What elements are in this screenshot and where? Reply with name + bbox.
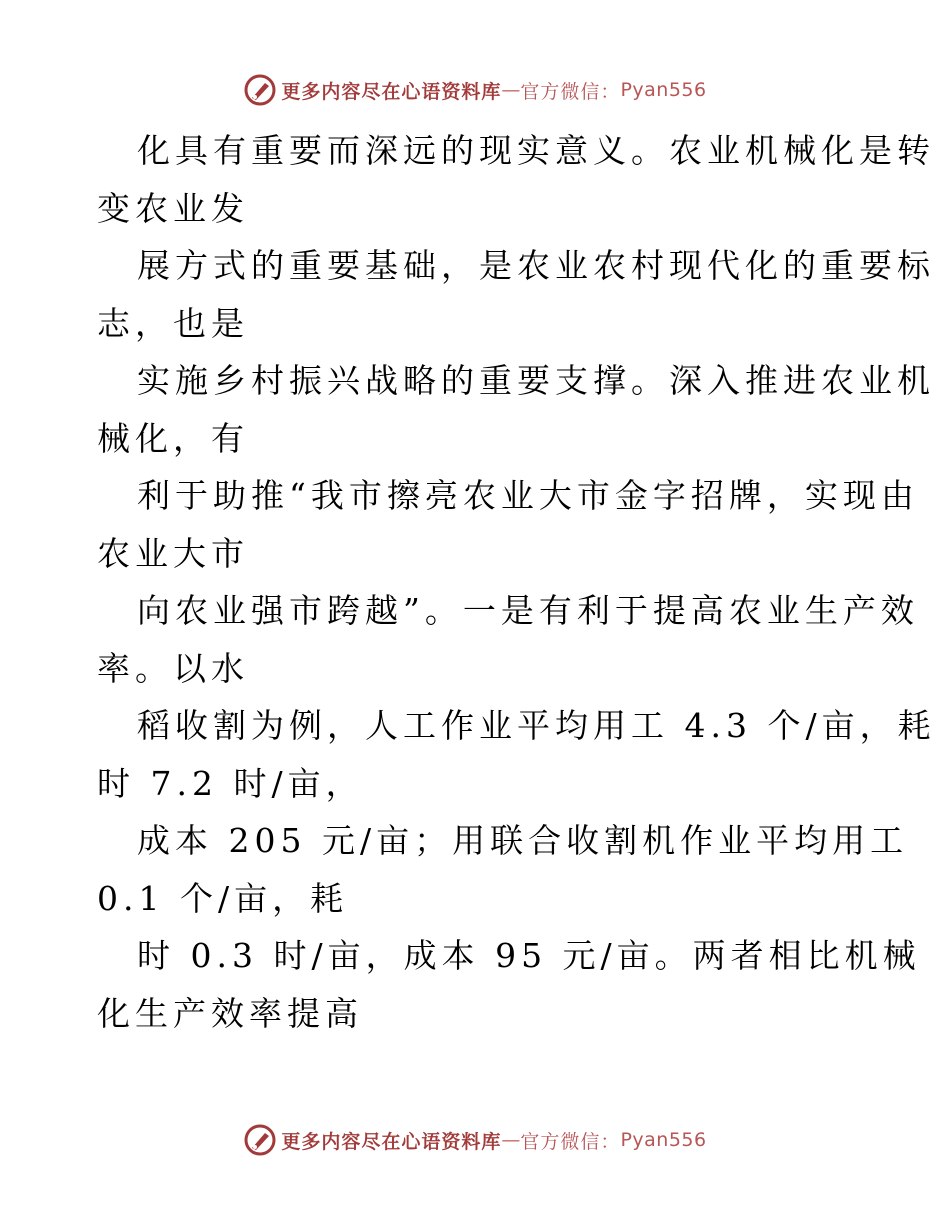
watermark-sub-text: 官方微信： (520, 1130, 621, 1153)
body-line: 化具有重要而深远的现实意义。农业机械化是转 (137, 131, 935, 170)
body-line: 时 7.2 时/亩， (97, 763, 364, 803)
body-line: 利于助推“我市擦亮农业大市金字招牌，实现由 (137, 476, 919, 515)
footer-watermark (0, 1120, 950, 1160)
document-body (97, 122, 936, 1042)
pen-logo-icon (243, 1123, 277, 1157)
body-line: 械化，有 (97, 418, 249, 458)
body-line: 实施乡村振兴战略的重要支撑。深入推进农业机 (137, 361, 935, 400)
body-line: 率。以水 (97, 648, 249, 688)
watermark-wechat-id: Pyan556 (620, 1129, 707, 1151)
pen-logo-icon (243, 73, 277, 107)
watermark-sub-text: 官方微信： (520, 80, 621, 103)
watermark-main-text: 更多内容尽在心语资料库 (281, 1130, 502, 1153)
body-line: 化生产效率提高 (97, 993, 363, 1033)
watermark-wechat-id: Pyan556 (620, 79, 707, 101)
body-line: 0.1 个/亩，耗 (97, 878, 349, 918)
body-line: 向农业强市跨越”。一是有利于提高农业生产效 (137, 591, 919, 630)
body-line: 变农业发 (97, 188, 249, 228)
body-line: 农业大市 (97, 533, 249, 573)
body-line: 成本 205 元/亩；用联合收割机作业平均用工 (137, 821, 909, 860)
body-line: 时 0.3 时/亩，成本 95 元/亩。两者相比机械 (137, 936, 921, 975)
watermark-separator: — (501, 1129, 521, 1151)
watermark-separator: — (501, 79, 521, 101)
body-line: 志，也是 (97, 303, 249, 343)
header-watermark (0, 70, 950, 110)
body-line: 展方式的重要基础，是农业农村现代化的重要标 (137, 246, 935, 285)
body-line: 稻收割为例，人工作业平均用工 4.3 个/亩，耗 (137, 706, 936, 745)
watermark-main-text: 更多内容尽在心语资料库 (281, 80, 502, 103)
